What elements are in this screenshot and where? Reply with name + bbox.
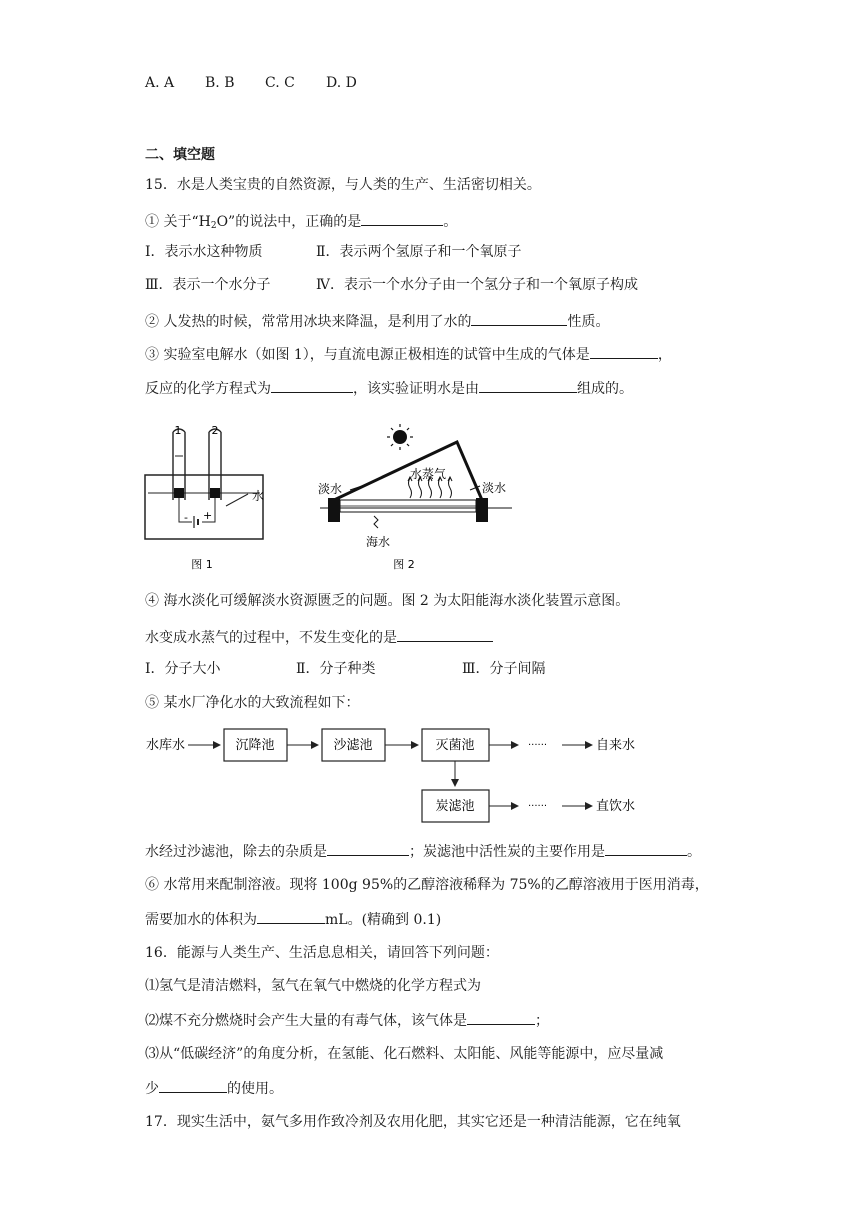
choice-d: D. D [326, 75, 357, 91]
right-support [476, 498, 488, 522]
flow-dots-1: ······ [528, 740, 548, 751]
seawater-label: 海水 [366, 535, 391, 549]
q15-p1-post: O”的说法中，正确的是 [216, 214, 362, 230]
flow-source: 水库水 [146, 738, 186, 753]
q15-p4-option-3: Ⅲ．分子间隔 [462, 661, 546, 677]
electrode-1 [174, 488, 184, 498]
q15-p2-post: 性质。 [567, 314, 610, 330]
q15-p1-sub: 2 [210, 221, 217, 231]
q15-p1-pre: ① 关于“H [145, 214, 211, 230]
plus-label: + [203, 509, 213, 522]
q16-line4 [145, 1078, 283, 1098]
q15-p2-pre: ② 人发热的时候，常常用冰块来降温，是利用了水的 [145, 314, 472, 330]
q15-p3-post: ， [657, 347, 672, 363]
q17-intro: 17．现实生活中，氨气多用作致冷剂及农用化肥，其实它还是一种清洁能源，它在纯氧 [145, 1114, 681, 1130]
fresh-water-left-label: 淡水 [318, 482, 343, 496]
q15-p4-blank[interactable] [397, 627, 493, 642]
q16-line2 [145, 1010, 549, 1030]
choices-line [145, 74, 357, 92]
q15-option-3: Ⅲ．表示一个水分子 [145, 277, 271, 293]
q15-part6b [145, 909, 441, 929]
choice-c: C. C [265, 75, 295, 91]
q15-p1-end: 。 [443, 214, 458, 230]
figure-1-caption: 图 1 [191, 558, 213, 571]
q15-options-row1 [145, 243, 522, 261]
q15-p3b-blank2[interactable] [479, 378, 577, 393]
tube-2-label: 2 [211, 424, 219, 437]
q16-blank-1[interactable] [467, 1010, 535, 1025]
q16-line3: ⑶从“低碳经济”的角度分析，在氢能、化石燃料、太阳能、风能等能源中，应尽量减 [145, 1046, 664, 1062]
q15-option-1: Ⅰ．表示水这种物质 [145, 244, 263, 260]
trough [145, 475, 263, 539]
q15-p3b-post: 组成的。 [577, 381, 633, 397]
q16-blank-2[interactable] [159, 1078, 227, 1093]
q15-p1-blank[interactable] [361, 211, 443, 226]
q15-p4-option-2: Ⅱ．分子种类 [296, 661, 376, 677]
q15-p5-blank2[interactable] [605, 841, 687, 856]
choice-b: B. B [205, 75, 235, 91]
q16-l4-pre: 少 [145, 1081, 159, 1097]
flow-sand: 沙滤池 [333, 738, 373, 753]
q15-part2 [145, 311, 609, 331]
q15-part5: ⑤ 某水厂净化水的大致流程如下： [145, 695, 360, 711]
q15-option-4: Ⅳ．表示一个水分子由一个氢分子和一个氧原子构成 [316, 277, 638, 293]
q15-p2-blank[interactable] [471, 311, 567, 326]
q15-p3-pre: ③ 实验室电解水（如图 1），与直流电源正极相连的试管中生成的气体是 [145, 347, 590, 363]
glass-cover [334, 442, 482, 500]
q15-p5b-mid: ；炭滤池中活性炭的主要作用是 [409, 844, 605, 860]
choice-a: A. A [145, 75, 175, 91]
q15-p5b-post: 。 [687, 844, 701, 860]
q15-p3b-mid: ，该实验证明水是由 [353, 381, 479, 397]
q15-p3-blank[interactable] [590, 344, 658, 359]
minus-label: - [184, 511, 188, 524]
q15-part4-options [145, 660, 546, 678]
flow-dots-2: ······ [528, 801, 548, 812]
vapor-label: 水蒸气 [410, 467, 447, 481]
q16-l4-post: 的使用。 [227, 1081, 283, 1097]
water-label: 水 [252, 489, 265, 503]
q15-p6b-pre: 需要加水的体积为 [145, 912, 257, 928]
q15-part4: ④ 海水淡化可缓解淡水资源匮乏的问题。图 2 为太阳能海水淡化装置示意图。 [145, 593, 630, 609]
q16-l2-pre: ⑵煤不充分燃烧时会产生大量的有毒气体，该气体是 [145, 1013, 467, 1029]
flow-tap: 自来水 [596, 738, 636, 753]
sea-pointer [374, 516, 378, 528]
q15-p6b-post: mL。(精确到 0.1) [325, 912, 442, 928]
fresh-water-right-label: 淡水 [482, 481, 507, 495]
q15-p4-option-1: Ⅰ．分子大小 [145, 661, 221, 677]
q15-p5-blank1[interactable] [327, 841, 409, 856]
q15-part3 [145, 344, 672, 364]
q15-part1 [145, 211, 457, 235]
water-treatment-flowchart [140, 724, 700, 824]
flow-carbon: 炭滤池 [435, 799, 475, 814]
water-pointer [226, 494, 248, 506]
q15-p3b-blank1[interactable] [271, 378, 353, 393]
q15-options-row2 [145, 276, 638, 294]
figure-1-electrolysis [140, 420, 280, 580]
section-title: 二、填空题 [145, 147, 215, 163]
figure-2-caption: 图 2 [393, 558, 415, 571]
flow-direct: 直饮水 [596, 799, 636, 814]
q15-p5b-pre: 水经过沙滤池，除去的杂质是 [145, 844, 327, 860]
sun-icon [393, 430, 407, 444]
q16-l2-post: ； [535, 1013, 549, 1029]
q15-p6-blank[interactable] [257, 909, 325, 924]
q15-option-2: Ⅱ．表示两个氢原子和一个氧原子 [316, 244, 522, 260]
q15-p4b-text: 水变成水蒸气的过程中，不发生变化的是 [145, 630, 397, 646]
left-support [328, 498, 340, 522]
q15-part3b [145, 378, 633, 398]
q15-part6: ⑥ 水常用来配制溶液。现将 100g 95%的乙醇溶液稀释为 75%的乙醇溶液用于医用消毒， [145, 877, 709, 893]
figure-2-desalination [312, 420, 522, 580]
flow-sterilize: 灭菌池 [435, 738, 475, 753]
q15-intro: 15．水是人类宝贵的自然资源，与人类的生产、生活密切相关。 [145, 177, 541, 193]
electrode-2 [210, 488, 220, 498]
q16-intro: 16．能源与人类生产、生活息息相关，请回答下列问题： [145, 945, 499, 961]
q15-part4b [145, 627, 493, 647]
flow-settle: 沉降池 [235, 738, 275, 753]
q16-line1: ⑴氢气是清洁燃料，氢气在氧气中燃烧的化学方程式为 [145, 978, 481, 994]
tube-1-label: 1 [174, 424, 182, 437]
q15-part5b [145, 841, 701, 861]
q15-p3b-pre: 反应的化学方程式为 [145, 381, 271, 397]
